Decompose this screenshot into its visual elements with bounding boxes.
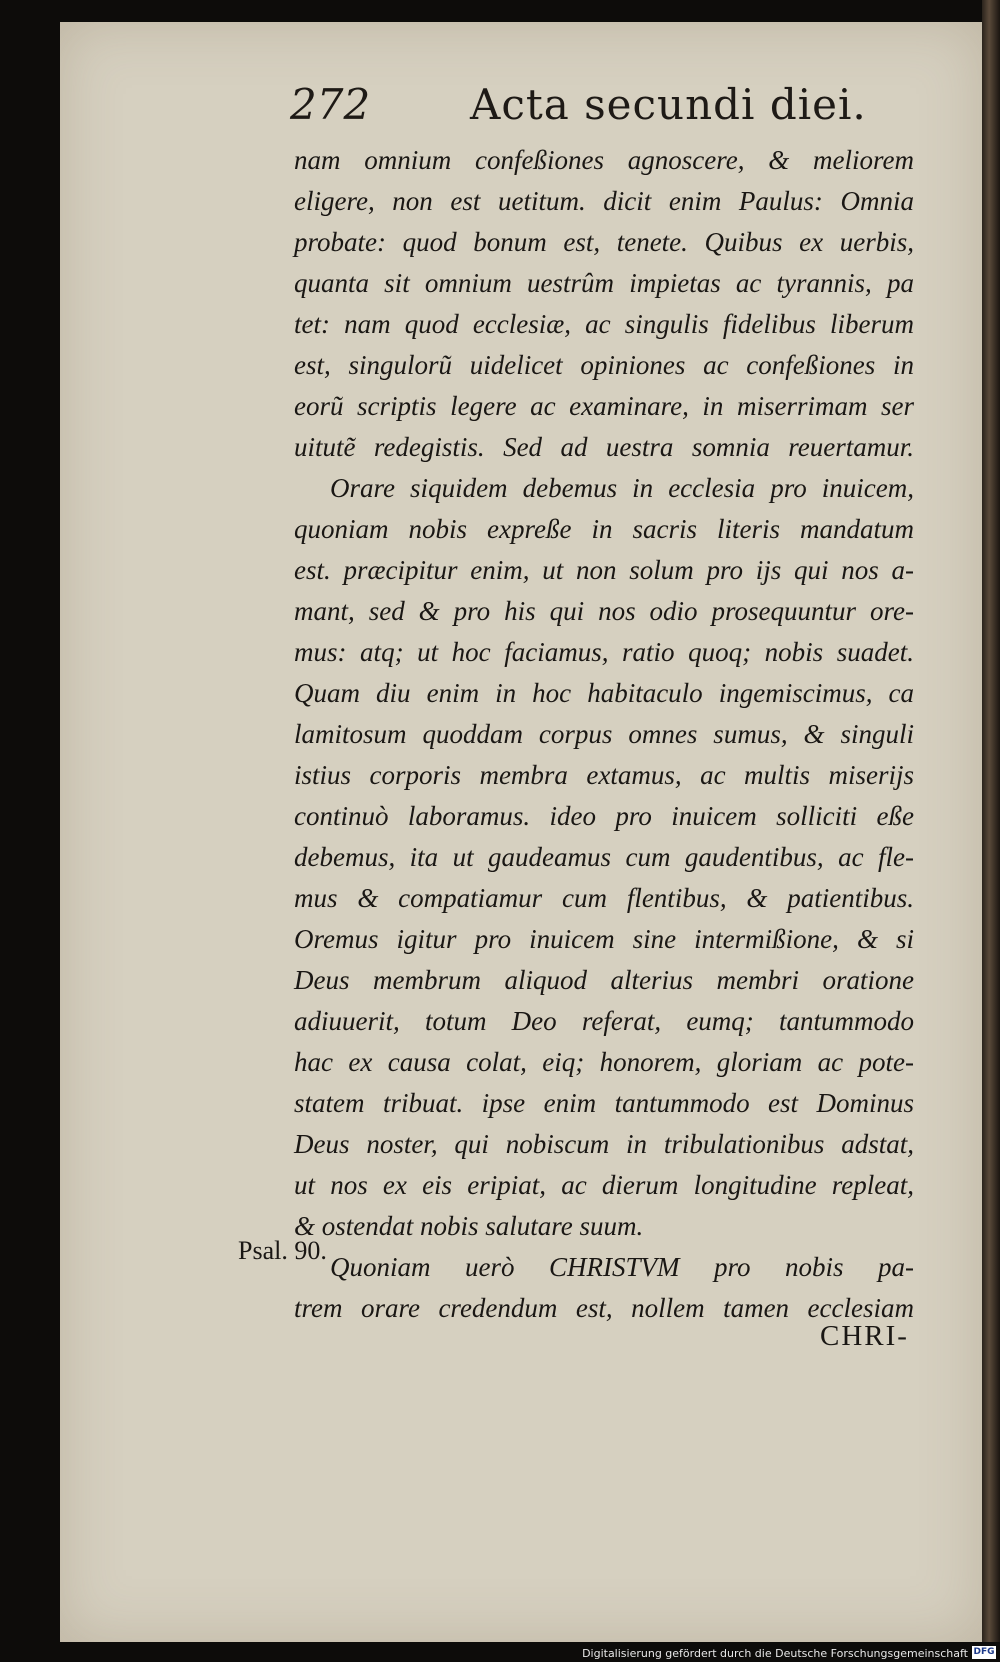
text-line: ut nos ex eis eripiat, ac dierum longitudine repleat, bbox=[294, 1170, 914, 1200]
text-line: quanta sit omnium uestrûm impietas ac tyrannis, pa bbox=[294, 268, 914, 298]
text-line: adiuuerit, totum Deo referat, eumq; tantummodo bbox=[294, 1006, 914, 1036]
text-line: eligere, non est uetitum. dicit enim Paulus: Omnia bbox=[294, 186, 914, 216]
text-line: trem orare credendum est, nollem tamen ecclesiam bbox=[294, 1293, 914, 1323]
margin-note: Psal. 90. bbox=[238, 1236, 327, 1265]
running-head: Acta secundi diei. bbox=[470, 80, 867, 129]
text-line: lamitosum quoddam corpus omnes sumus, & singuli bbox=[294, 719, 914, 749]
text-line: & ostendat nobis salutare suum. bbox=[294, 1211, 644, 1241]
text-line: quoniam nobis expreße in sacris literis mandatum bbox=[294, 514, 914, 544]
page-edge bbox=[982, 0, 1000, 1662]
text-line: Orare siquidem debemus in ecclesia pro inuicem, bbox=[330, 473, 914, 503]
text-line: Deus membrum aliquod alterius membri oratione bbox=[294, 965, 914, 995]
body-text bbox=[294, 140, 914, 1329]
catchword: CHRI- bbox=[820, 1320, 909, 1352]
text-line: Quoniam uerò CHRISTVM pro nobis pa- bbox=[330, 1252, 914, 1282]
text-line: debemus, ita ut gaudeamus cum gaudentibus, ac fle- bbox=[294, 842, 914, 872]
text-line: Deus noster, qui nobiscum in tribulationibus adstat, bbox=[294, 1129, 914, 1159]
text-line: mant, sed & pro his qui nos odio prosequuntur ore- bbox=[294, 596, 914, 626]
page-number: 272 bbox=[290, 80, 371, 129]
text-line: mus & compatiamur cum flentibus, & patientibus. bbox=[294, 883, 914, 913]
text-line: est. præcipitur enim, ut non solum pro ijs qui nos a- bbox=[294, 555, 914, 585]
text-line: hac ex causa colat, eiq; honorem, gloriam ac pote- bbox=[294, 1047, 914, 1077]
text-line: uitutẽ redegistis. Sed ad uestra somnia reuertamur. bbox=[294, 432, 914, 462]
text-line: mus: atq; ut hoc faciamus, ratio quoq; nobis suadet. bbox=[294, 637, 914, 667]
text-line: istius corporis membra extamus, ac multis miserijs bbox=[294, 760, 914, 790]
text-line: probate: quod bonum est, tenete. Quibus ex uerbis, bbox=[294, 227, 914, 257]
footer-credit: Digitalisierung gefördert durch die Deutsche Forschungsgemeinschaft bbox=[582, 1647, 968, 1660]
text-line: Quam diu enim in hoc habitaculo ingemiscimus, ca bbox=[294, 678, 914, 708]
text-line: continuò laboramus. ideo pro inuicem solliciti eße bbox=[294, 801, 914, 831]
text-line: est, singulorũ uidelicet opiniones ac confeßiones in bbox=[294, 350, 914, 380]
text-line: eorũ scriptis legere ac examinare, in miserrimam ser bbox=[294, 391, 914, 421]
page-header bbox=[290, 80, 890, 140]
text-line: nam omnium confeßiones agnoscere, & meliorem bbox=[294, 145, 914, 175]
text-line: statem tribuat. ipse enim tantummodo est Dominus bbox=[294, 1088, 914, 1118]
text-line: tet: nam quod ecclesiæ, ac singulis fidelibus liberum bbox=[294, 309, 914, 339]
dfg-logo-icon: DFG bbox=[973, 1647, 995, 1657]
text-line: Oremus igitur pro inuicem sine intermißione, & si bbox=[294, 924, 914, 954]
